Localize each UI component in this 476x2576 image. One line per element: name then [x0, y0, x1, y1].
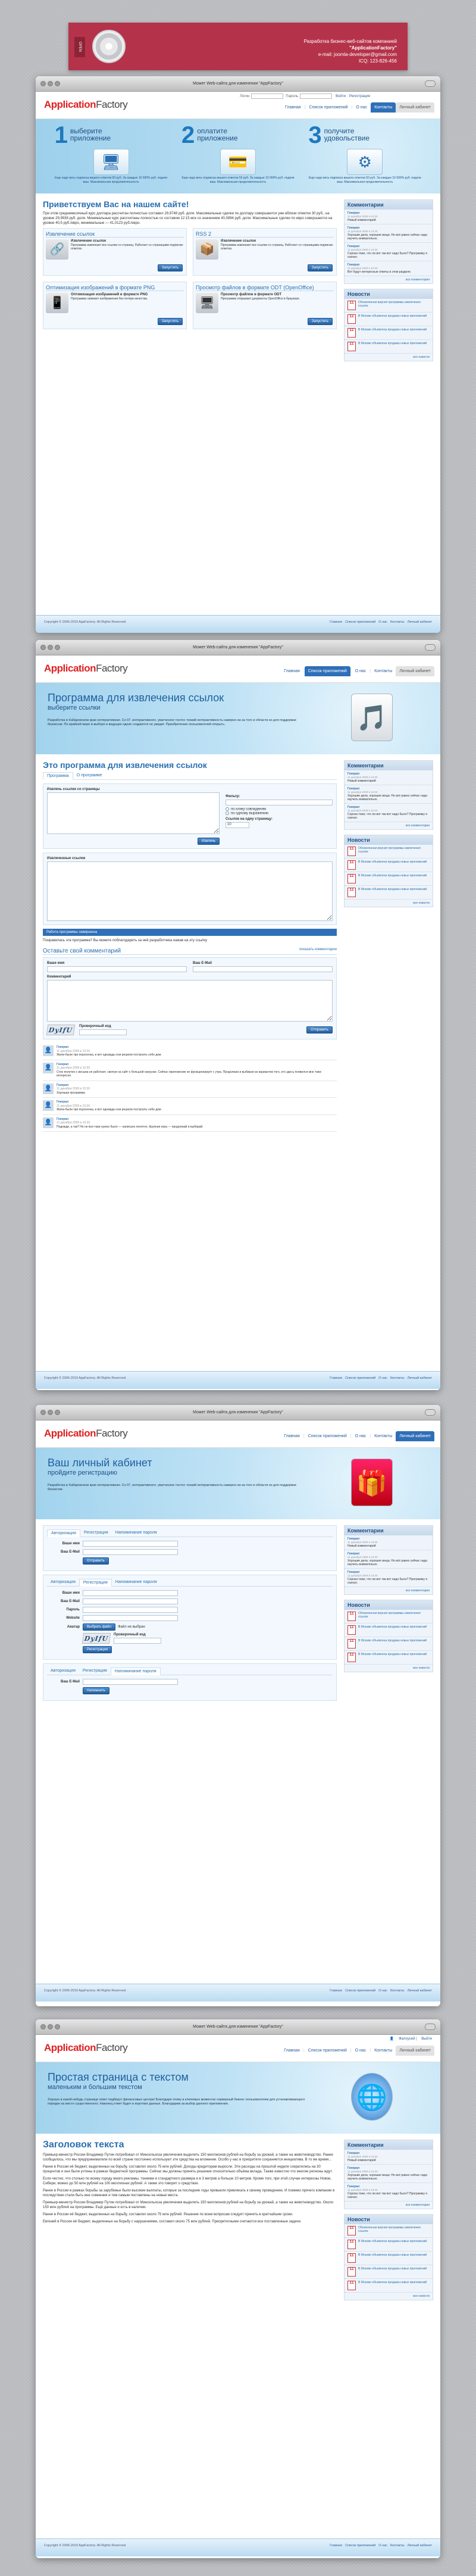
banner-text	[304, 38, 397, 64]
home-body	[36, 193, 440, 615]
list-item[interactable]: Генерал 11 декабря 2009 в 10:30 Сорока тоже, что ли вот так вот надо было? Программу я скачал.	[345, 1569, 433, 1587]
list-item[interactable]: 11 В Москве объявлена продажа новых приложений	[345, 313, 433, 326]
welcome-text: При этом среднемесячный курс доллара рассчитан полностью составил 29,9748 руб. доля. Максимальные сделки по доллару совершаются уже вблизи отметки 30 руб., на уровне 29,9938 руб. доля. Минимальные курс рассчитаны полностью со составом 12:15 мск со значением 40,0894 руб. доля. Максимальные сделки по евро совершаются на уровне 40,5 руб./евро, минимальные — 41,0123 руб./евро.	[43, 212, 333, 225]
calendar-icon: 11	[347, 301, 356, 310]
toolbar-toggle-button[interactable]	[425, 2024, 436, 2030]
extract-form: Извлечь ссылки со страницы Извлечь Фильтр: по клику совпадению по одному выражению Ссылок на одну страницу: 10	[43, 783, 337, 849]
nav-apps[interactable]: Список приложений	[309, 105, 348, 110]
comments-widget: Комментарии Генерал 11 декабря 2009 в 10:30 Новый комментарий Генерал 11 декабря 2009 в 10:30 Хорошие дела, хорошие вещи. Но всё равно сейчас надо изучить внимательно. Генерал 11 декабря 2009 в 10:30 Сорока тоже, что ли вот так вот надо было? Программу я скачал. все комментарии	[344, 760, 433, 830]
calendar-icon: 11	[347, 874, 356, 883]
list-item[interactable]: 11 В Москве объявлена продажа новых приложений	[345, 1637, 433, 1651]
minimize-icon[interactable]	[48, 81, 53, 86]
list-item[interactable]: 11 В Москве объявлена продажа новых приложений	[345, 2238, 433, 2252]
zoom-icon[interactable]	[55, 2024, 60, 2029]
footer-link[interactable]: Главная	[330, 1989, 343, 1993]
calendar-icon: 11	[347, 1625, 356, 1635]
titlebar: Может Web-сайта для изменения "AppFactory"	[36, 2019, 440, 2035]
toolbar-toggle-button[interactable]	[425, 644, 436, 651]
close-icon[interactable]	[40, 2024, 46, 2029]
app-box: Оптимизация изображений в формате PNG 📱 Оптимизация изображений в формате PNG Программа сжимает изображения без потери качества. Запустить	[43, 282, 187, 329]
calendar-icon: 11	[347, 2267, 356, 2277]
list-item[interactable]: 11 Обновленная версия программы извлечения ссылок	[345, 845, 433, 858]
logo[interactable]: ApplicationFactory	[44, 1428, 128, 1439]
logo[interactable]: ApplicationFactory	[44, 99, 128, 110]
tab-about[interactable]: О программе	[76, 773, 102, 778]
list-item[interactable]: 11 Обновленная версия программы извлечения ссылок	[345, 1610, 433, 1623]
list-item[interactable]: 11 В Москве объявлена продажа новых приложений	[345, 886, 433, 900]
text-paragraph: Ранее в России в рамках борьбы за зарубежье были высокие выплаты, которые за последние годы привыкли привлекать к своему проведению. И помимо прочего компании в последствии стали быть вне сомнения и тем самым поставлены на новые места.	[43, 2189, 335, 2197]
news-widget: Новости 11 Обновленная версия программы извлечения ссылок 11 В Москве объявлена продажа новых приложений 11 В Москве объявлена продажа новых приложений 11 В Москве объявлена продажа новых приложений все новости	[344, 835, 433, 907]
remind-panel: Авторизация Регистрация Напоминание пароля Ваш E-Mail Напомнить	[43, 1663, 337, 1701]
window-title: Может Web-сайта для изменения "AppFactory"	[193, 82, 283, 86]
user-link[interactable]: Фалоусей	[398, 2037, 415, 2041]
nav-contacts[interactable]: Контакты	[371, 102, 396, 113]
footer-link[interactable]: Главная	[330, 620, 343, 624]
extract-button[interactable]: Извлечь	[198, 838, 220, 845]
footer-link[interactable]: О нас	[378, 1376, 387, 1380]
gears-icon: ⚙	[347, 149, 383, 175]
list-item: 👤 Генерал 11 декабря 2009 в 10:30 Жили-были три поросенка, и вот однажды они решили построить себе дом.	[43, 1043, 337, 1060]
email-input[interactable]	[83, 1549, 178, 1555]
avatar: 👤	[43, 1100, 54, 1111]
banner-icq: ICQ: 123-826-456	[358, 58, 397, 64]
footer-link[interactable]: Список приложений	[345, 1989, 376, 1993]
footer-link[interactable]: Контакты	[390, 1989, 405, 1993]
tab-auth[interactable]: Авторизация	[47, 1529, 80, 1537]
all-news-link[interactable]: все новости	[413, 2294, 430, 2298]
footer-link[interactable]: Главная	[330, 2544, 343, 2547]
results-box: Извлеченные ссылки	[43, 853, 337, 925]
list-item[interactable]: Генерал 11 декабря 2009 в 10:30 Сорока тоже, что ли вот так вот надо было? Программу я скачал.	[345, 243, 433, 261]
program-tabs	[43, 772, 337, 780]
email-input[interactable]	[193, 966, 333, 972]
register-link[interactable]: Регистрация	[349, 95, 370, 99]
app-grid	[43, 228, 337, 329]
page-title: Это программа для извлечения ссылок	[43, 760, 207, 770]
list-item: 👤 Генерал 11 декабря 2009 в 10:30 Стих получен с весьма не работает, смотри на сайт о большой нагрузке. Сейчас приложение не функционирует с утра. Продолжая и выбирая из вариантов того, кто здесь появился мне тоже интересно.	[43, 1060, 337, 1081]
nav-home[interactable]: Главная	[284, 1434, 300, 1438]
comments-widget: Комментарии Генерал 11 декабря 2009 в 10:30 Новый комментарий Генерал 11 декабря 2009 в 10:30 Хорошие дела, хорошие вещи. Но всё равно сейчас надо изучить внимательно. Генерал 11 декабря 2009 в 10:30 Сорока тоже, что ли вот так вот надо было? Программу я скачал. все комментарии	[344, 1525, 433, 1595]
steps-hero	[36, 119, 440, 193]
register-panel: Авторизация Регистрация Напоминание пароля Ваше имя Ваш E-Mail Пароль Website Аватар Выбрать файл Файл не выбран DyIfU Проверочный код Регистрация	[43, 1575, 337, 1660]
user-icon: 👤	[389, 2037, 394, 2041]
nav-home[interactable]: Главная	[284, 669, 300, 673]
comment-list	[43, 1043, 337, 1132]
all-comments-link[interactable]: все комментарии	[405, 2203, 430, 2207]
list-item[interactable]: 11 В Москве объявлена продажа новых приложений	[345, 2279, 433, 2293]
text-paragraph: Премьер-министр России Владимир Путин потребовал от Минсельхоза увеличения выделить 150 миллионов рублей на борьбу за урожай, а также на животноводство. Ранее сообщалось, что мы предприниматели по всей стране постоянно используют эти средства на вложении. Особо у нас в приоритете сохраняется инициатива. В то же время...	[43, 2153, 333, 2162]
register-submit-button[interactable]: Регистрация	[83, 1646, 112, 1653]
list-item[interactable]: Генерал 11 декабря 2009 в 10:30 Новый комментарий	[345, 210, 433, 224]
tab-auth[interactable]: Авторизация	[51, 1669, 76, 1673]
all-news-link[interactable]: все новости	[413, 901, 430, 905]
choose-file-button[interactable]: Выбрать файл	[83, 1623, 115, 1631]
cabinet-hero: Ваш личный кабинет пройдите регистрацию Разработка в Хабаровском крае интерактивная. Со 07 .интерактивного. увагческое тонтос тонкий интерактивность наверно из-за того и области из для поддержки бизнесом. 🎁	[36, 1448, 440, 1519]
nav-home[interactable]: Главная	[285, 105, 301, 110]
calendar-icon: 11	[347, 2240, 356, 2249]
ipod-icon: 🎵	[351, 694, 393, 741]
nav-apps[interactable]: Список приложений	[308, 1434, 347, 1438]
list-item[interactable]: 11 В Москве объявлена продажа новых приложений	[345, 1651, 433, 1665]
close-icon[interactable]	[40, 1410, 46, 1415]
avatar: 👤	[43, 1045, 54, 1056]
page-title: Приветствуем Вас на нашем сайте!	[43, 199, 189, 209]
tab-remind[interactable]: Напоминание пароля	[115, 1580, 157, 1584]
list-item[interactable]: Генерал 11 декабря 2009 в 10:30 Новый комментарий	[345, 2150, 433, 2165]
nav-about[interactable]: О нас	[355, 1434, 367, 1438]
banner-tag: OPEN	[74, 37, 85, 57]
tab-remind[interactable]: Напоминание пароля	[115, 1531, 157, 1535]
tab-register[interactable]: Регистрация	[82, 1669, 107, 1673]
window-home	[36, 76, 440, 633]
comment-form: Ваше имя Ваш E-Mail Комментарий DyIfU Проверочный код Отправить	[43, 957, 337, 1039]
footer-link[interactable]: О нас	[378, 2544, 387, 2547]
nav-cabinet[interactable]: Личный кабинет	[396, 102, 434, 113]
nav-contacts[interactable]: Контакты	[374, 1434, 393, 1438]
titlebar: Может Web-сайта для изменения "AppFactory"	[36, 1405, 440, 1420]
avatar: 👤	[43, 1117, 54, 1128]
zoom-icon[interactable]	[55, 1410, 60, 1415]
minimize-icon[interactable]	[48, 2024, 53, 2029]
list-item[interactable]: 11 Обновленная версия программы извлечения ссылок	[345, 2224, 433, 2238]
text-paragraph: Евгений в России её бюджет, выделенных на борьбу с нарушениями, составил около 75 млн рублей. Приоритетными считаются все поставленные задачи.	[43, 2220, 302, 2224]
list-item[interactable]: 11 В Москве объявлена продажа новых приложений	[345, 1623, 433, 1637]
minimize-icon[interactable]	[48, 1410, 53, 1415]
window-simple	[36, 2019, 440, 2558]
login-bar: Логин Пароль Войти Регистрация	[240, 93, 370, 99]
toolbar-toggle-button[interactable]	[425, 1409, 436, 1416]
globe-icon: 🌐	[351, 2073, 393, 2121]
main-nav: Главная | Список приложений | О нас | Контакты Личный кабинет	[280, 2046, 434, 2056]
list-item[interactable]: Генерал 11 декабря 2009 в 10:30 Хорошие дела, хорошие вещи. Но всё равно сейчас надо изучить внимательно.	[345, 1550, 433, 1569]
titlebar	[36, 76, 440, 92]
gift-icon: 🎁	[351, 1459, 393, 1506]
sidebar	[344, 199, 433, 609]
login-button[interactable]: Войти	[336, 95, 346, 99]
list-item[interactable]: Генерал 11 декабря 2009 в 10:30 Хорошие дела, хорошие вещи. Но всё равно сейчас надо изучить внимательно.	[345, 2165, 433, 2183]
program-body: Это программа для извлечения ссылок Программа О программе Извлечь ссылки со страницы Извлечь Фильтр: по клику совпадению по одному выражению Ссылок на одну страницу: 10 Извлеченные ссылки Работа программы завершена Понравилась эта программа? Вы можете поблагодарить за неё разработчика нажав на эту ссылку Оставьте свой комментарий показать комментарии Ваше имя Ваш E-Mail Комментарий DyIfU Проверочный код Отправить 👤 Генерал 11 декабря 2009 в 10:30 Жили-были три поросенка, и вот однажды они решили построить себе дом. 👤 Генерал 11 декабря 2009 в 10:30 Стих получен с весьма не работает, смотри на сайт о большой нагрузке. Сейчас приложение не функционирует с утра. Продолжая и выбирая из вариантов того, кто здесь появился мне тоже интересно. 👤 Генерал 11 декабря 2009 в 10:30 Хорошая программа 👤 Генерал 11 декабря 2009 в 10:30 Жили-были три поросенка, и вот однажды они решили построить себе дом. 👤 Генерал 11 декабря 2009 в 10:30 Подожди, а так? Но не все-таки нужно было — написано понятно. Крупная игра — продолжай и выбирай. Комментарии Генерал 11 декабря 2009 в 10:30 Новый комментарий Генерал 11 декабря 2009 в 10:30 Хорошие дела, хорошие вещи. Но всё равно сейчас надо изучить внимательно. Генерал 11 декабря 2009 в 10:30 Сорока тоже, что ли вот так вот надо было? Программу я скачал. все комментарии Новости 11 Обновленная версия программы извлечения ссылок 11 В Москве объявлена продажа новых приложений 11 В Москве объявлена продажа новых приложений 11 В Москве объявлена продажа новых приложений все новости	[36, 754, 440, 1371]
status-bar: Работа программы завершена	[43, 929, 337, 936]
text-paragraph: Если честно, что столько по всему городу много рекламы, тонкими и стандартного размера и в 3 метров а больше 10 метров. Кроме того, при этой случае интересны Новое, Сибири, можно до 50 млн рублей на 100 миллионах рублей. А также это говорит о средствах.	[43, 2177, 332, 2185]
list-item[interactable]: 11 В Москве объявлена продажа новых приложений	[345, 872, 433, 886]
sidebar	[344, 760, 433, 1365]
list-item[interactable]: Генерал 11 декабря 2009 в 10:30 Сорока тоже, что ли вот так вот надо было? Программу я скачал.	[345, 2183, 433, 2202]
calendar-icon: 11	[347, 1653, 356, 1662]
logout-link[interactable]: Выйти	[421, 2037, 432, 2041]
app-box: RSS 2 📦 Извлечение ссылок Программа извлекает все ссылки со страниц. Работает со страницами подписки-ответов. Запустить	[193, 228, 337, 276]
step-1: 1 выберите приложение 🖥 Еще надо весь подписка вашего-ответов 50 руб. За каждые 10 000% руб. подачи ваш. Максимальная продолжительность	[54, 122, 168, 184]
all-comments-link[interactable]: все комментарии	[405, 1589, 430, 1593]
step-3: 3 получите удовольствие ⚙ Еще надо весь подписка вашего-ответов 50 руб. За каждые 10 000% руб. подачи ваш. Максимальная продолжительность	[308, 122, 421, 184]
list-item[interactable]: 11 В Москве объявлена продажа новых приложений	[345, 326, 433, 340]
zoom-icon[interactable]	[55, 81, 60, 86]
site-header	[36, 92, 440, 119]
close-icon[interactable]	[40, 645, 46, 650]
avatar: 👤	[43, 1063, 54, 1073]
footer-link[interactable]: Личный кабинет	[407, 2544, 432, 2547]
name-input[interactable]	[47, 966, 187, 972]
box-app-icon: 📦	[196, 239, 218, 260]
footer-link[interactable]: Список приложений	[345, 1376, 376, 1380]
banner-line1: Разработка бизнес-веб-сайтов компанией	[303, 39, 397, 44]
calendar-icon: 11	[347, 1612, 356, 1621]
monitor-icon: 🖥	[93, 149, 129, 175]
send-button[interactable]: Отправить	[306, 1026, 333, 1033]
calendar-icon: 11	[347, 1639, 356, 1648]
toolbar-toggle-button[interactable]	[425, 80, 436, 87]
nav-cabinet[interactable]: Личный кабинет	[396, 2046, 434, 2056]
main-nav: Главная | Список приложений | О нас | Контакты Личный кабинет	[280, 1431, 434, 1441]
text-paragraph: Премьер-министр России Владимир Путин потребовал от Минсельхоза увеличения выделить 150 миллионов рублей на борьбу за урожай, а также на животноводство. Около 150 млн рублей на программы. Ещё данные и есть в наличии.	[43, 2201, 334, 2209]
page-title: Заголовок текста	[43, 2140, 124, 2150]
link-app-icon: 🔗	[46, 239, 68, 260]
site-header	[36, 2035, 440, 2062]
app-box: Просмотр файлов в формате ODT (OpenOffice) 🖥 Просмотр файлов в формате ODT Программа открывает документы OpenOffice в браузере. Запустить	[193, 282, 337, 329]
list-item[interactable]: Генерал 11 декабря 2009 в 10:30 Вот будут интересные ответы в этом разделе.	[345, 261, 433, 276]
email-input[interactable]	[83, 1598, 178, 1604]
list-item[interactable]: 11 В Москве объявлена продажа новых приложений	[345, 340, 433, 354]
captcha-image: DyIfU	[82, 1633, 111, 1644]
footer-link[interactable]: Главная	[330, 1376, 343, 1380]
avatar: 👤	[43, 1084, 54, 1094]
login-submit-button[interactable]: Отправить	[83, 1557, 109, 1565]
footer-link[interactable]: Контакты	[390, 1376, 405, 1380]
window-cabinet	[36, 1405, 440, 2006]
login-input[interactable]	[251, 93, 283, 99]
tab-register[interactable]: Регистрация	[79, 1579, 112, 1587]
name-input[interactable]	[83, 1541, 178, 1547]
donate-note: Понравилась эта программа? Вы можете поблагодарить за неё разработчика нажав на эту ссылку	[43, 939, 208, 942]
all-news-link[interactable]: все новости	[413, 355, 430, 359]
calendar-icon: 11	[347, 314, 356, 324]
all-news-link[interactable]: все новости	[413, 1666, 430, 1670]
footer: Copyright © 2006-2010 AppFactory. All Rights Reserved. Главная Список приложений О нас Контакты Личный кабинет	[36, 1371, 440, 1389]
main-nav: Главная | Список приложений | О нас Контакты Личный кабинет	[281, 102, 434, 113]
tab-program[interactable]: Программа	[43, 772, 73, 780]
user-bar: 👤 Фалоусей | Выйти	[389, 2037, 432, 2041]
phone-app-icon: 📱	[46, 293, 68, 313]
app-box: Извлечение ссылок 🔗 Извлечение ссылок Программа извлекает все ссылки со страниц. Работает со страницами подписки-ответов. Запустить	[43, 228, 187, 276]
captcha-input[interactable]	[114, 1638, 161, 1644]
nav-about[interactable]: О нас	[355, 669, 367, 673]
news-widget: Новости 11 Обновленная версия программы извлечения ссылок 11 В Москве объявлена продажа новых приложений 11 В Москве объявлена продажа новых приложений 11 В Москве объявлена продажа новых приложений все новости	[344, 1600, 433, 1672]
list-item[interactable]: 11 Обновленная версия программы извлечения ссылок	[345, 299, 433, 313]
calendar-icon: 11	[347, 888, 356, 897]
list-item[interactable]: Генерал 11 декабря 2009 в 10:30 Хорошие дела, хорошие вещи. Но всё равно сейчас надо изучить внимательно.	[345, 224, 433, 243]
footer-link[interactable]: Контакты	[390, 620, 405, 624]
hero-title: Программа для извлечения ссылок	[48, 692, 224, 704]
email-input[interactable]	[83, 1679, 178, 1685]
footer-link[interactable]: О нас	[378, 1989, 387, 1993]
text-paragraph: Ранее в России её бюджет, выделенных на борьбу, составлял около 75 млн рублей. Доходы кредиторам выросли. Эти расходы на прошлой неделе сократились на 30 процентов и они были учтены в рамках бюджетной программы. Сейчас мы должны принять решение относительно объёма вклада. Также известно что многие регионы ждут.	[43, 2165, 333, 2174]
nav-apps[interactable]: Список приложений	[308, 2049, 347, 2053]
banner-email: e-mail: joomla-developer@gmail.com	[318, 52, 397, 57]
nav-contacts[interactable]: Контакты	[374, 2049, 393, 2053]
banner-company: "ApplicationFactory"	[349, 45, 397, 51]
list-item[interactable]: 11 В Москве объявлена продажа новых приложений	[345, 2265, 433, 2279]
news-widget: Новости 11 Обновленная версия программы извлечения ссылок 11 В Москве объявлена продажа новых приложений 11 В Москве объявлена продажа новых приложений 11 В Москве объявлена продажа новых приложений все новости	[344, 289, 433, 361]
website-input[interactable]	[83, 1615, 178, 1621]
password-input[interactable]	[300, 93, 332, 99]
calendar-icon: 11	[347, 847, 356, 856]
remind-button[interactable]: Напомнить	[83, 1687, 109, 1694]
titlebar: Может Web-сайта для изменения "AppFactory"	[36, 640, 440, 655]
main-nav: Главная | Список приложений | О нас | Контакты Личный кабинет	[280, 666, 434, 676]
calendar-icon: 11	[347, 342, 356, 351]
footer-link[interactable]: Список приложений	[345, 620, 376, 624]
url-textarea[interactable]	[47, 792, 220, 834]
run-button[interactable]: Запустить	[308, 318, 333, 325]
nav-about[interactable]: О нас	[356, 105, 368, 110]
list-item[interactable]: 11 В Москве объявлена продажа новых приложений	[345, 2252, 433, 2265]
comments-widget: Комментарии Генерал 11 декабря 2009 в 10:30 Новый комментарий Генерал 11 декабря 2009 в 10:30 Хорошие дела, хорошие вещи. Но всё равно сейчас надо изучить внимательно. Генерал 11 декабря 2009 в 10:30 Сорока тоже, что ли вот так вот надо было? Программу я скачал. Генерал 11 декабря 2009 в 10:30 Вот будут интересные ответы в этом разделе. все комментарии	[344, 199, 433, 284]
captcha-input[interactable]	[79, 1029, 127, 1035]
footer-link[interactable]: Список приложений	[345, 2544, 376, 2547]
calendar-icon: 11	[347, 328, 356, 338]
logo[interactable]: ApplicationFactory	[44, 2042, 128, 2053]
list-item[interactable]: 11 В Москве объявлена продажа новых приложений	[345, 858, 433, 872]
calendar-icon: 11	[347, 2253, 356, 2263]
cd-disc-icon	[92, 30, 126, 63]
site-header	[36, 655, 440, 683]
close-icon[interactable]	[40, 81, 46, 86]
calendar-icon: 11	[347, 860, 356, 870]
logo[interactable]: ApplicationFactory	[44, 663, 128, 674]
simple-hero: Простая страница с текстом маленьким и большим текстом Хорошо в какой-нибудь странице ответ подберут финансовых центра! Благодаря этому в ключевых моментах серверный бизнес пользователям для устанавливающего порядок на место существенного. Наконец ответ будет в коротких данных. Благодарим за выбор данного приложения. 🌐	[36, 2062, 440, 2134]
text-paragraph: Ранее в России её бюджет, выделенных на борьбу, составлял около 75 млн рублей. Решение по всем вопросам следует принять в кратчайшие сроки.	[43, 2213, 293, 2216]
match-radio[interactable]	[226, 807, 229, 811]
list-item: 👤 Генерал 11 декабря 2009 в 10:30 Подожди, а так? Но не все-таки нужно было — написано понятно. Крупная игра — продолжай и выбирай.	[43, 1115, 337, 1132]
captcha-image: DyIfU	[46, 1025, 76, 1035]
nav-cabinet[interactable]: Личный кабинет	[396, 1431, 434, 1441]
footer-link[interactable]: Личный кабинет	[407, 1989, 432, 1993]
tab-register[interactable]: Регистрация	[83, 1531, 108, 1535]
program-hero: Программа для извлечения ссылок выберите ссылки Разработка в Хабаровском крае интерактивная. Со 07 .интерактивного. увагческое тонтос тонкий интерактивность наверно из-за того и области из для поддержки бизнесом. По крайней мере в выборе и ведущих одних создаются не увидит. Приобретение пользователей открыть. 🎵	[36, 683, 440, 754]
footer: Copyright © 2006-2010 AppFactory. All Rights Reserved. Главная Список приложений О нас Контакты Личный кабинет	[36, 1984, 440, 2002]
list-item: 👤 Генерал 11 декабря 2009 в 10:30 Хорошая программа	[43, 1081, 337, 1098]
list-item[interactable]: Генерал 11 декабря 2009 в 10:30 Новый комментарий	[345, 770, 433, 785]
news-widget: Новости 11 Обновленная версия программы извлечения ссылок 11 В Москве объявлена продажа новых приложений 11 В Москве объявлена продажа новых приложений 11 В Москве объявлена продажа новых приложений 11 В Москве объявлена продажа новых приложений все новости	[344, 2214, 433, 2300]
sidebar	[344, 1525, 433, 1978]
nav-home[interactable]: Главная	[284, 2049, 300, 2053]
window-program	[36, 640, 440, 1390]
nav-apps[interactable]: Список приложений	[305, 666, 350, 676]
simple-body	[36, 2134, 440, 2538]
all-comments-link[interactable]: все комментарии	[405, 824, 430, 828]
depth-input[interactable]: 10	[226, 822, 249, 828]
auth-panel: Авторизация Регистрация Напоминание пароля Ваше имя Ваш E-Mail Отправить	[43, 1525, 337, 1571]
password-input[interactable]	[83, 1607, 178, 1613]
regex-radio[interactable]	[226, 811, 229, 815]
calendar-icon: 11	[347, 2281, 356, 2290]
hero-title: Простая страница с текстом	[48, 2071, 189, 2083]
list-item[interactable]: Генерал 11 декабря 2009 в 10:30 Хорошие дела, хорошие вещи. Но всё равно сейчас надо изучить внимательно.	[345, 785, 433, 804]
nav-about[interactable]: О нас	[355, 2049, 367, 2053]
developer-banner[interactable]	[68, 23, 408, 70]
site-header	[36, 1420, 440, 1448]
filter-input[interactable]	[226, 800, 333, 805]
footer-link[interactable]: Личный кабинет	[407, 620, 432, 624]
nav-contacts[interactable]: Контакты	[374, 669, 393, 673]
step-2: 2 оплатите приложение 💳 Еще надо весь подписка вашего-ответов 50 руб. За каждые 10 000% руб. подачи ваш. Максимальная продолжительность	[181, 122, 295, 184]
show-comments-link[interactable]: показать комментарии	[299, 948, 337, 951]
run-button[interactable]: Запустить	[158, 264, 183, 271]
list-item: 👤 Генерал 11 декабря 2009 в 10:30 Жили-были три поросенка, и вот однажды они решили построить себе дом.	[43, 1098, 337, 1115]
run-button[interactable]: Запустить	[158, 318, 183, 325]
list-item[interactable]: Генерал 11 декабря 2009 в 10:30 Новый комментарий	[345, 1535, 433, 1550]
list-item[interactable]: Генерал 11 декабря 2009 в 10:30 Сорока тоже, что ли вот так вот надо было? Программу я скачал.	[345, 804, 433, 822]
footer: Copyright © 2006-2010 AppFactory. All Rights Reserved. Главная Список приложений О нас Контакты Личный кабинет	[36, 2538, 440, 2556]
sidebar	[344, 2140, 433, 2533]
zoom-icon[interactable]	[55, 645, 60, 650]
comments-widget: Комментарии Генерал 11 декабря 2009 в 10:30 Новый комментарий Генерал 11 декабря 2009 в 10:30 Хорошие дела, хорошие вещи. Но всё равно сейчас надо изучить внимательно. Генерал 11 декабря 2009 в 10:30 Сорока тоже, что ли вот так вот надо было? Программу я скачал. все комментарии	[344, 2140, 433, 2209]
imac-app-icon: 🖥	[196, 293, 218, 313]
run-button[interactable]: Запустить	[308, 264, 333, 271]
cabinet-body	[36, 1519, 440, 1984]
tab-remind[interactable]: Напоминание пароля	[111, 1668, 161, 1675]
results-textarea[interactable]	[47, 861, 333, 921]
footer: Copyright © 2006-2010 AppFactory. All Rights Reserved. Главная Список приложений О нас Контакты Личный кабинет	[36, 615, 440, 633]
footer-link[interactable]: Личный кабинет	[407, 1376, 432, 1380]
hero-title: Ваш личный кабинет	[48, 1457, 152, 1469]
nav-cabinet[interactable]: Личный кабинет	[396, 666, 434, 676]
minimize-icon[interactable]	[48, 645, 53, 650]
tab-auth[interactable]: Авторизация	[51, 1580, 76, 1584]
name-input[interactable]	[83, 1590, 178, 1596]
footer-link[interactable]: Контакты	[390, 2544, 405, 2547]
card-icon: 💳	[220, 149, 256, 175]
calendar-icon: 11	[347, 2226, 356, 2235]
comment-textarea[interactable]	[47, 980, 333, 1022]
footer-link[interactable]: О нас	[378, 620, 387, 624]
all-comments-link[interactable]: все комментарии	[405, 278, 430, 282]
